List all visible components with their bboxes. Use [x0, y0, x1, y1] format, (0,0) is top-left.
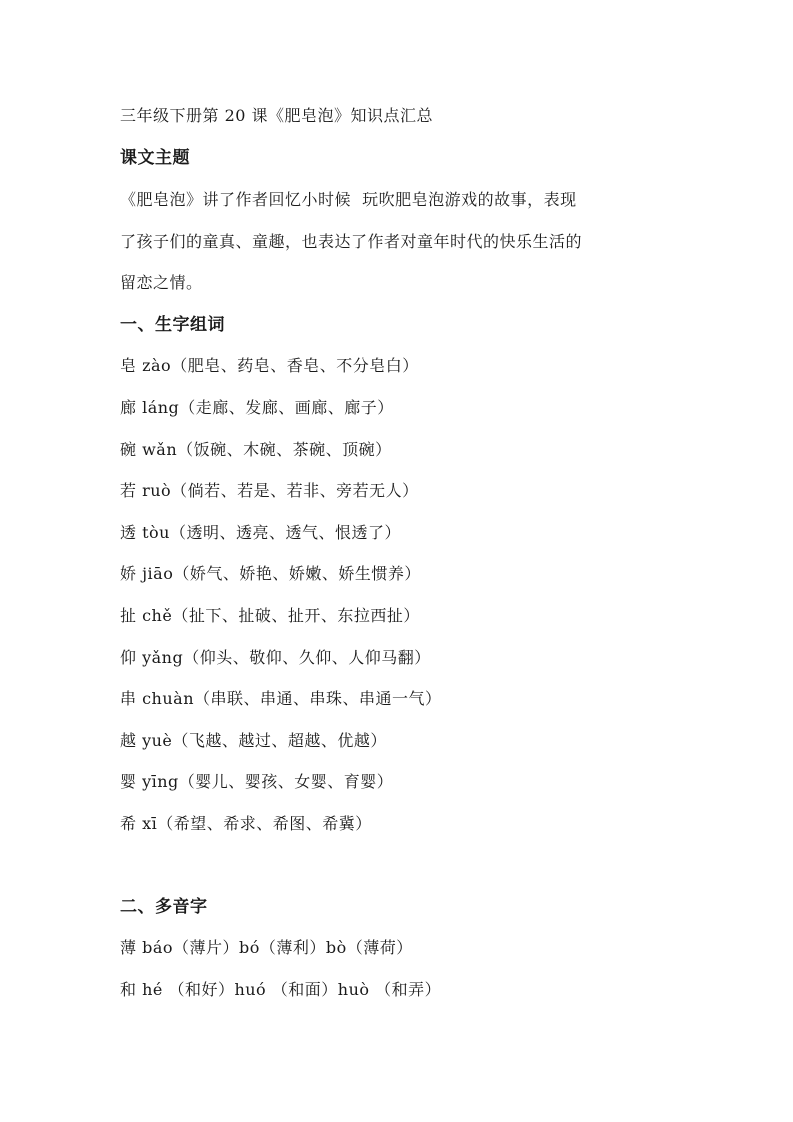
- vocab-item: 透 tòu（透明、透亮、透气、恨透了）: [120, 523, 401, 542]
- vocab-item: 婴 yīng（婴儿、婴孩、女婴、育婴）: [120, 772, 394, 791]
- vocab-item: 皂 zào（肥皂、药皂、香皂、不分皂白）: [120, 356, 419, 375]
- vocab-item: 若 ruò（倘若、若是、若非、旁若无人）: [120, 481, 419, 500]
- theme-line: 留恋之情。: [120, 273, 203, 292]
- document-title: 三年级下册第 20 课《肥皂泡》知识点汇总: [120, 106, 434, 125]
- section1-heading: 一、生字组词: [120, 315, 225, 335]
- theme-line: 了孩子们的童真、童趣，也表达了作者对童年时代的快乐生活的: [120, 232, 583, 251]
- theme-heading: 课文主题: [120, 148, 190, 168]
- vocab-item: 娇 jiāo（娇气、娇艳、娇嫩、娇生惯养）: [120, 564, 421, 583]
- vocab-item: 串 chuàn（串联、串通、串珠、串通一气）: [120, 689, 442, 708]
- vocab-item: 廊 láng（走廊、发廊、画廊、廊子）: [120, 398, 394, 417]
- section2-heading: 二、多音字: [120, 897, 208, 917]
- vocab-item: 碗 wǎn（饭碗、木碗、茶碗、顶碗）: [120, 440, 392, 459]
- polyphone-item: 薄 báo（薄片）bó（薄利）bò（薄荷）: [120, 938, 413, 957]
- vocab-item: 仰 yǎng（仰头、敬仰、久仰、人仰马翻）: [120, 648, 431, 667]
- vocab-item: 希 xī（希望、希求、希图、希冀）: [120, 814, 372, 833]
- vocab-item: 越 yuè（飞越、越过、超越、优越）: [120, 731, 387, 750]
- vocab-item: 扯 chě（扯下、扯破、扯开、东拉西扯）: [120, 606, 420, 625]
- theme-line: 《肥皂泡》讲了作者回忆小时候 玩吹肥皂泡游戏的故事，表现: [120, 190, 577, 209]
- polyphone-item: 和 hé （和好）huó （和面）huò （和弄）: [120, 980, 442, 999]
